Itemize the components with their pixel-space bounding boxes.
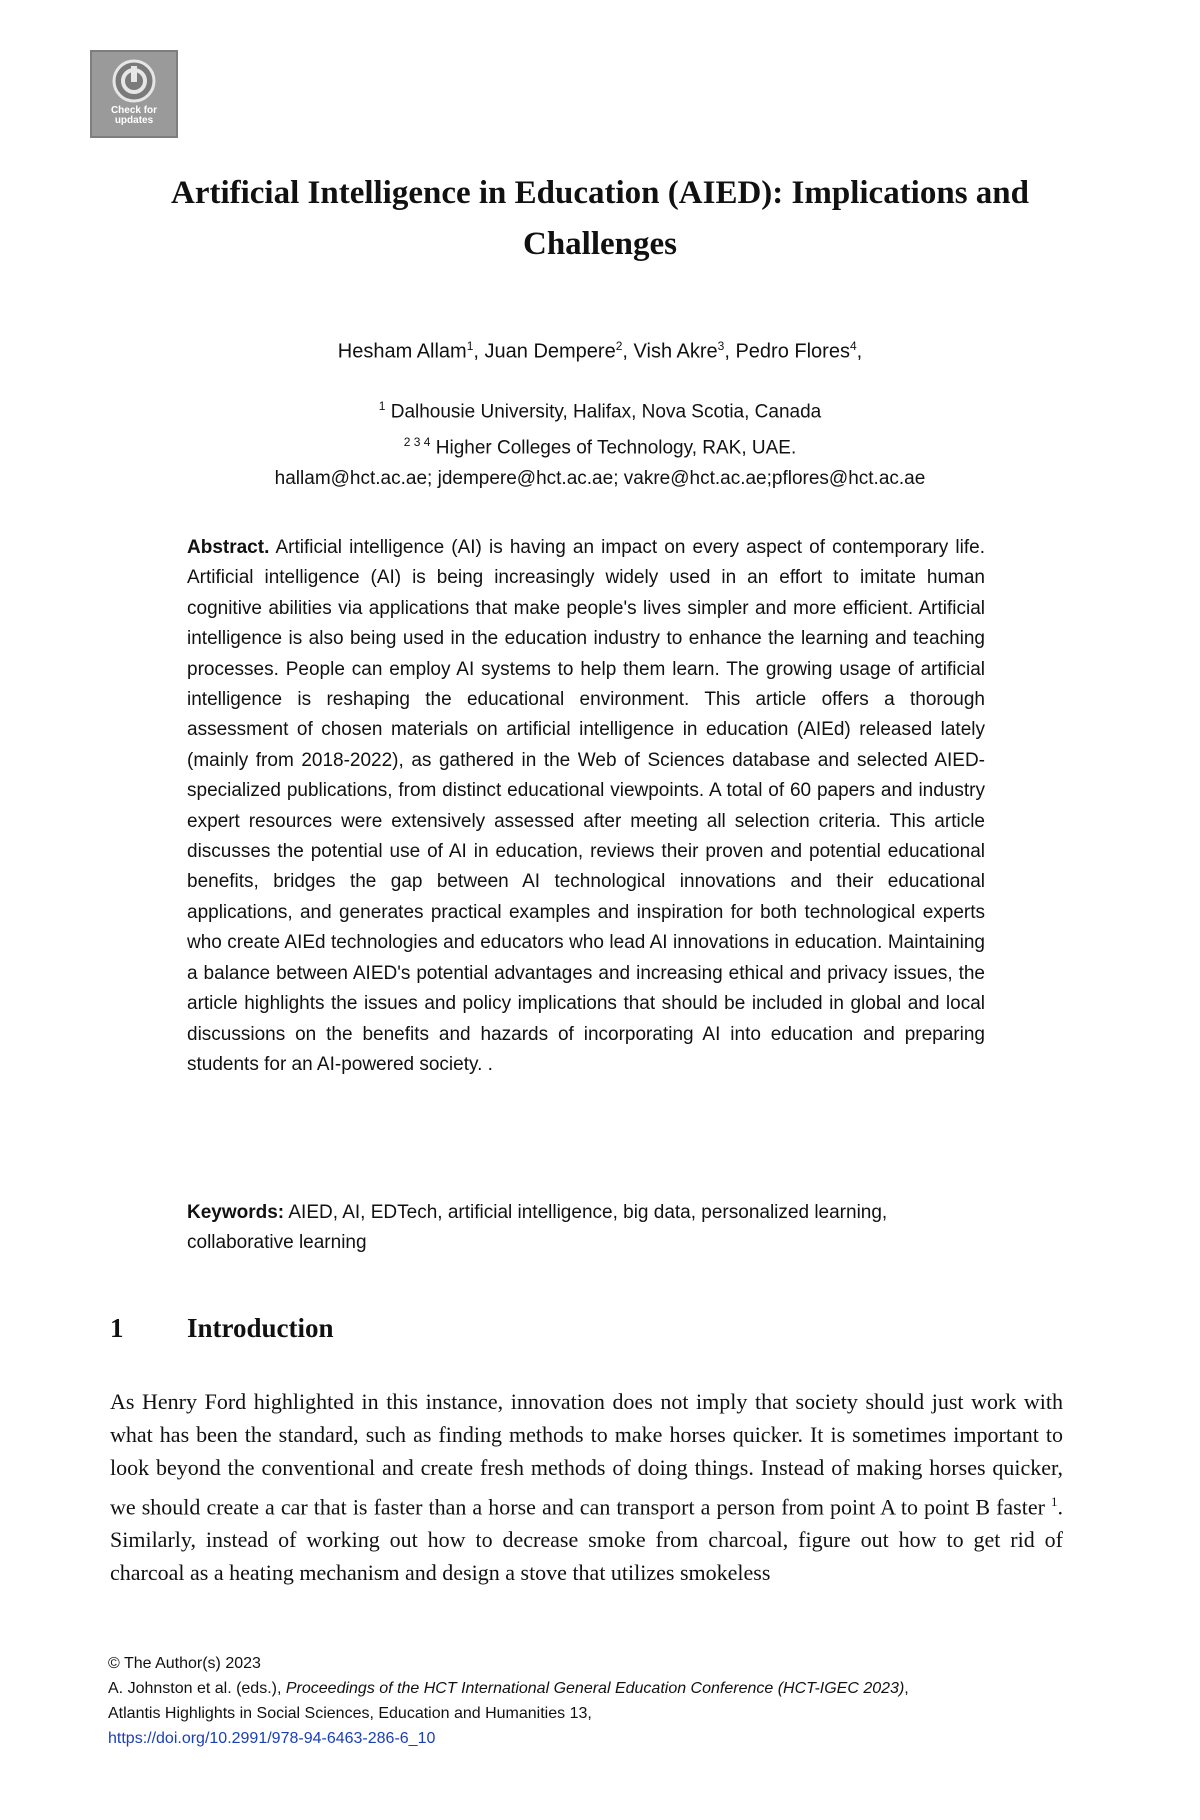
affiliation-line: $^{2 3 4}$ Higher Colleges of Technology, RAK, UAE. [403, 435, 797, 459]
keywords-label: Keywords: [187, 1202, 285, 1223]
check-for-updates-icon [111, 58, 157, 104]
page-footer [108, 1651, 1108, 1751]
section-title: Introduction [187, 1313, 334, 1343]
author-list: Hesham Allam$^1$, Juan Dempere$^2$, Vish Akre$^3$, Pedro Flores$^4$, [337, 339, 863, 363]
author-emails: hallam@hct.ac.ae; jdempere@hct.ac.ae; vakre@hct.ac.ae;pflores@hct.ac.ae [274, 467, 926, 489]
check-for-updates-badge[interactable] [90, 50, 178, 138]
series-line: Atlantis Highlights in Social Sciences, Education and Humanities 13, [108, 1705, 592, 1722]
author-name: Hesham Allam [337, 340, 467, 363]
author-name: Vish Akre [633, 340, 718, 363]
citation-line: A. Johnston et al. (eds.), Proceedings of the HCT International General Education Conference (HCT-IGEC 2023), [108, 1680, 909, 1697]
author-affil-marker: 2 [615, 339, 623, 353]
affiliation-line: $^1$ Dalhousie University, Halifax, Nova Scotia, Canada [378, 399, 822, 423]
author-affil-marker: 3 [717, 339, 725, 353]
keywords-text: AIED, AI, EDTech, artificial intelligence, big data, personalized learning, collaborative learning [187, 1202, 888, 1253]
affiliations [100, 391, 1100, 494]
author-affil-marker: 4 [849, 339, 857, 353]
copyright-line: © The Author(s) 2023 [108, 1655, 261, 1672]
keywords [187, 1198, 985, 1258]
section-number: 1 [110, 1313, 124, 1343]
abstract-label: Abstract. [187, 537, 270, 558]
author-name: Pedro Flores [735, 340, 850, 363]
paper-title: Artificial Intelligence in Education (AIED): Implications and Challenges [170, 175, 1030, 262]
abstract-text: Artificial intelligence (AI) is having an impact on every aspect of contemporary life. Artificial intelligence (AI) is being increasingly widely used in an effort to imitate human cognitive abilities via applications that make people's lives simpler and more efficient. Artificial intelligence is also being used in the education industry to enhance the learning and teaching processes. People can employ AI systems to help them learn. The growing usage of artificial intelligence is reshaping the educational environment. This article offers a thorough assessment of chosen materials on artificial intelligence in education (AIEd) released lately (mainly from 2018-2022), as gathered in the Web of Sciences database and selected AIED-specialized publications, from distinct educational viewpoints. A total of 60 papers and industry expert resources were extensively assessed after meeting all selection criteria. This article discusses the potential use of AI in education, reviews their proven and potential educational benefits, bridges the gap between AI technological innovations and their educational applications, and generates practical examples and inspiration for both technological experts who create AIEd technologies and educators who lead AI innovations in education. Maintaining a balance between AIED's potential advantages and increasing ethical and privacy issues, the article highlights the issues and policy implications that should be included in global and local discussions on the benefits and hazards of incorporating AI into education and preparing students for an AI-powered society. . [187, 537, 985, 1075]
author-name: Juan Dempere [484, 340, 616, 363]
check-for-updates-label: Check for updates [110, 105, 158, 126]
citation-ref[interactable]: 1 [1051, 1493, 1058, 1509]
intro-paragraph: As Henry Ford highlighted in this instance, innovation does not imply that society should just work with what has been the standard, such as finding methods to make horses quicker. It is sometimes important to look beyond the conventional and create fresh methods of doing things. Instead of making horses quicker, we should create a car that is faster than a horse and can transport a person from point A to point B faster $^1$. Similarly, instead of working out how to decrease smoke from charcoal, figure out how to get rid of charcoal as a heating mechanism and design a stove that utilizes smokeless [110, 1389, 1063, 1586]
doi-link[interactable]: https://doi.org/10.2991/978-94-6463-286-6_10 [108, 1730, 436, 1747]
section-heading [110, 1310, 334, 1346]
abstract [187, 533, 985, 1080]
author-affil-marker: 1 [466, 339, 474, 353]
